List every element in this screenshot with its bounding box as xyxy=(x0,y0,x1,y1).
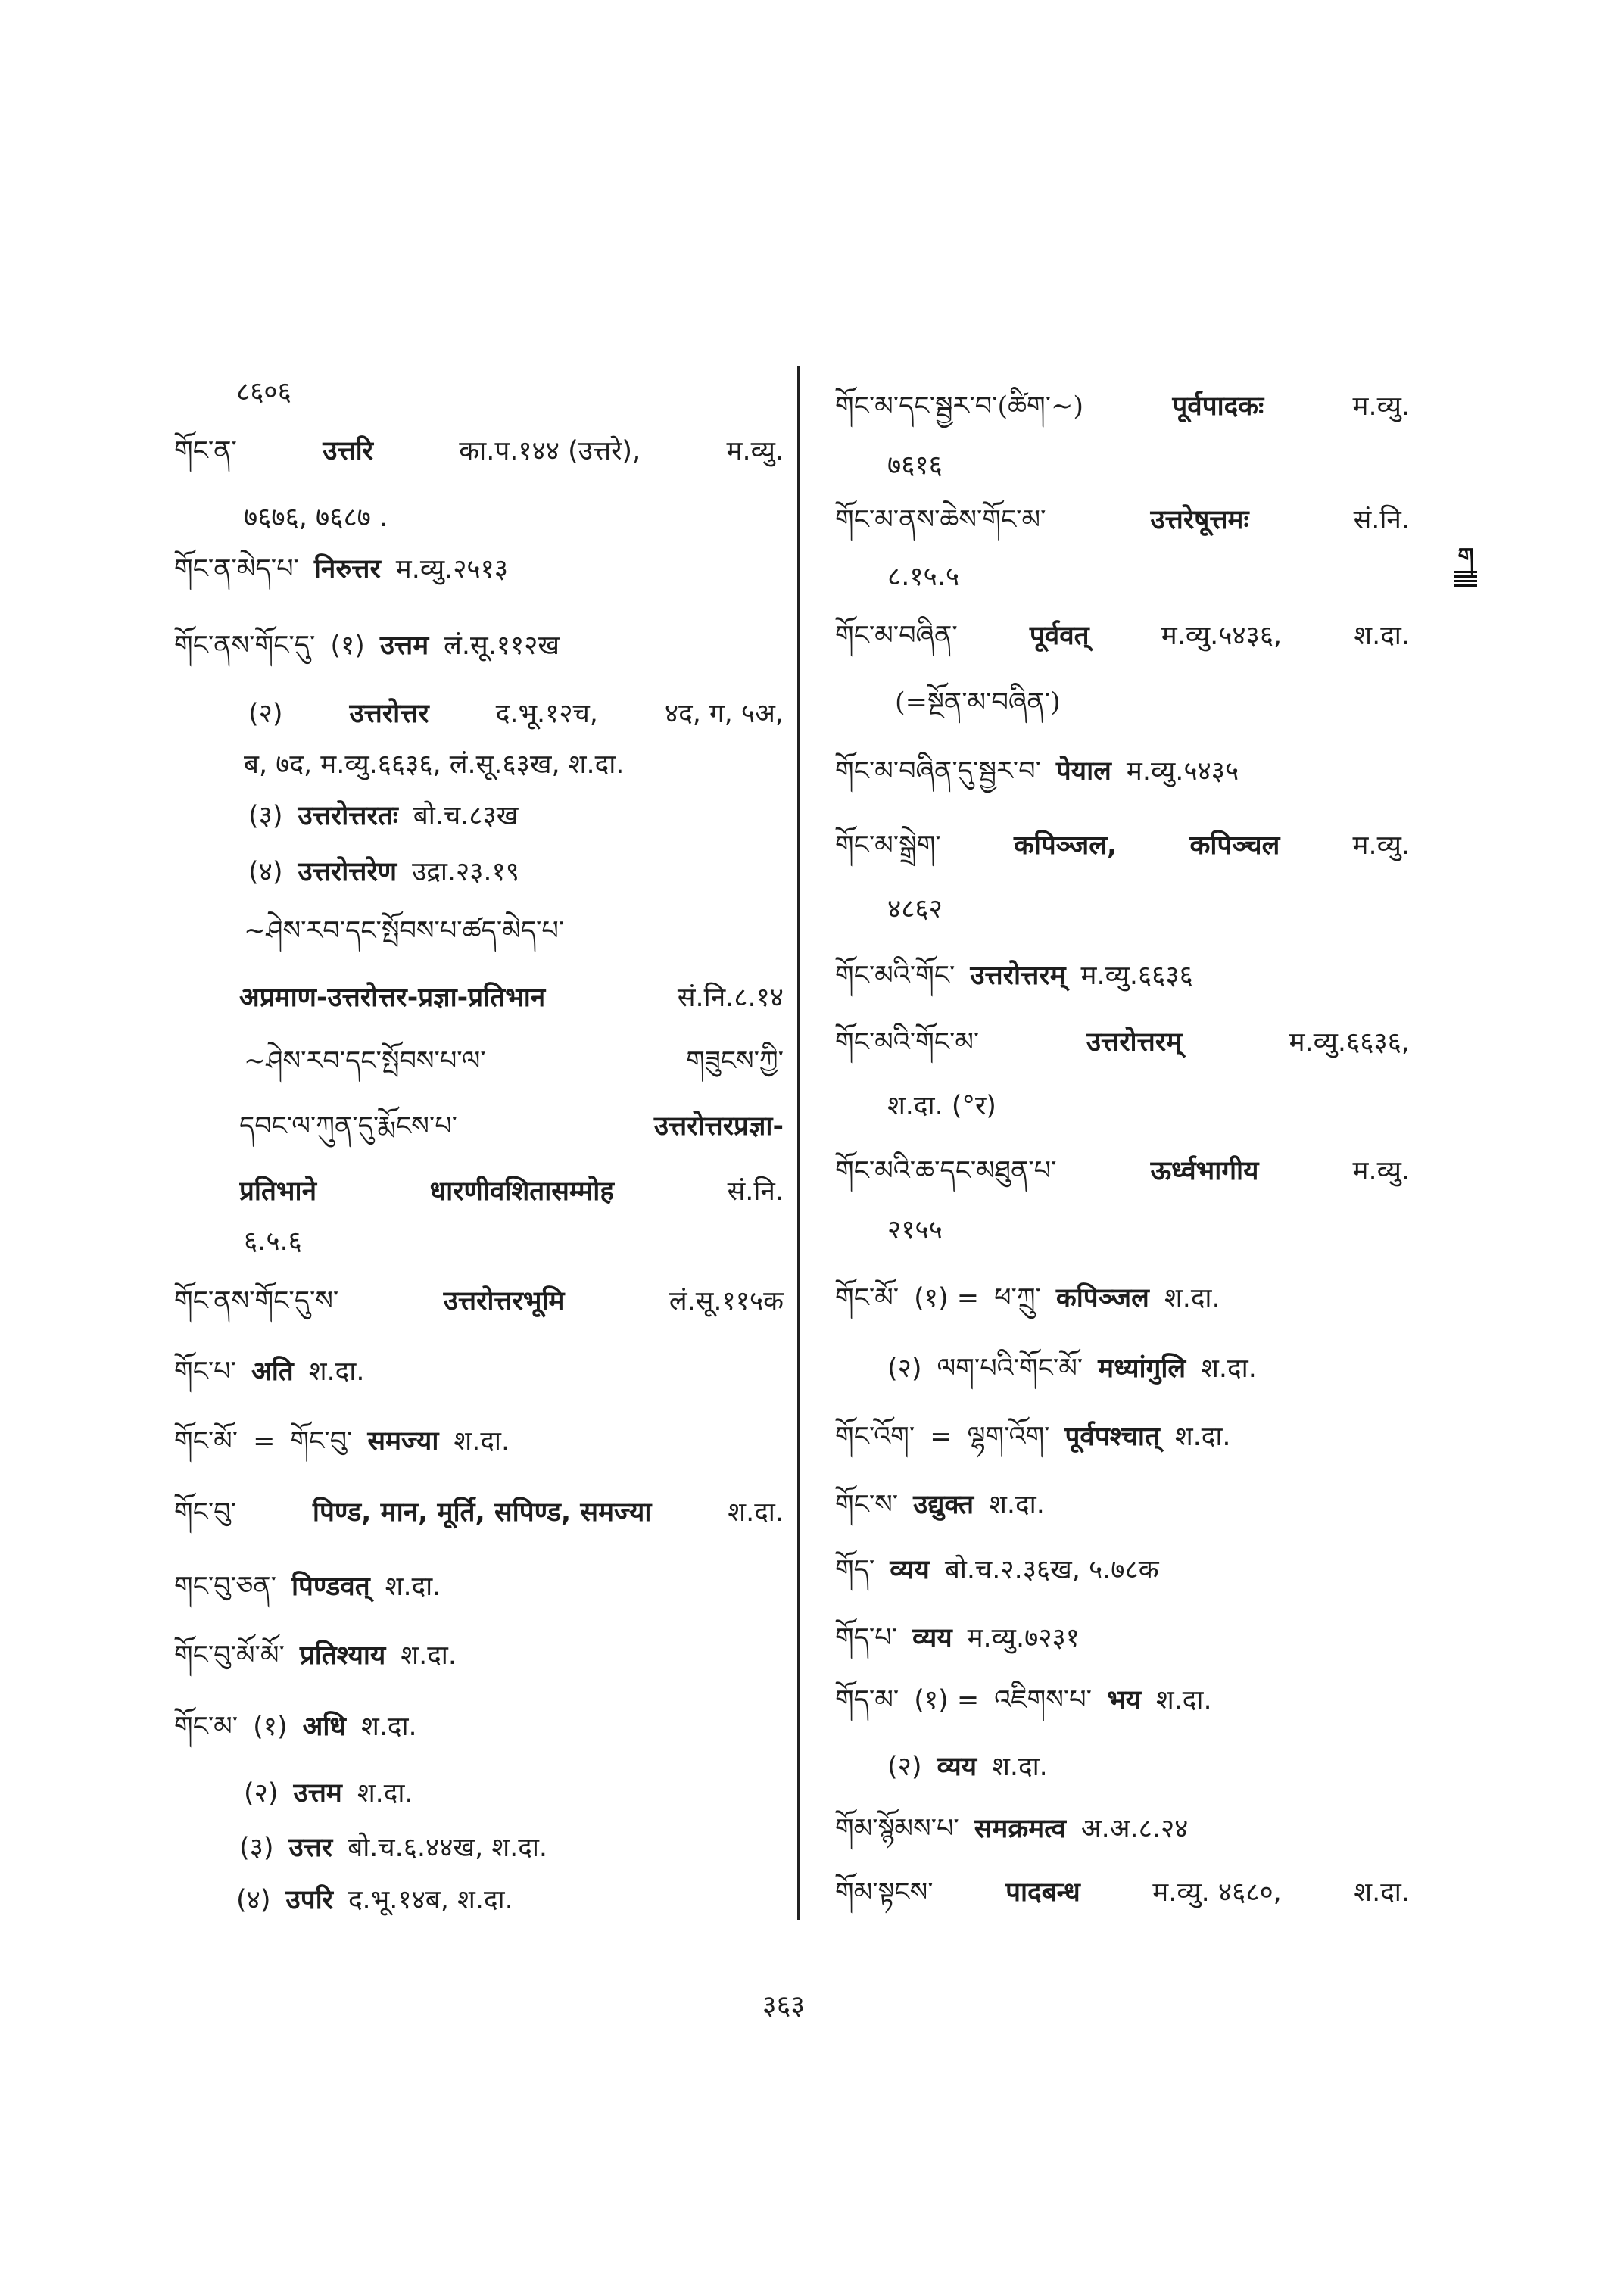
tibetan-text: གང་བུ་ཅན་ xyxy=(174,1572,276,1602)
thumb-index-marker xyxy=(1451,545,1481,595)
reference-text: उद्रा.२३.१९ xyxy=(412,857,519,887)
sanskrit-term: उत्तरोत्तरभूमि xyxy=(443,1286,565,1316)
tibetan-text: གོང་འོག་ xyxy=(835,1422,915,1452)
tibetan-text: གོང་མ་དང་སྦྱར་བ་(ཚིག་~) xyxy=(835,391,1084,422)
reference-text: (१) = xyxy=(914,1283,980,1313)
right-column-entry-line xyxy=(835,1679,1410,1721)
sanskrit-term: उत्तरोत्तरेण xyxy=(298,857,397,887)
reference-text: (२) xyxy=(887,1354,922,1384)
right-column-entry-line xyxy=(835,750,1410,793)
reference-text: ८६०६ xyxy=(236,377,291,407)
tibetan-text: གོང་མའི་ཆ་དང་མཐུན་པ་ xyxy=(835,1156,1057,1186)
sanskrit-term: पिण्डवत् xyxy=(291,1572,370,1602)
sanskrit-term: धारणीवशितासम्मोह xyxy=(429,1176,614,1207)
reference-text: सं.नि. xyxy=(727,1176,784,1207)
reference-text: श.दा. xyxy=(1354,1877,1410,1908)
reference-text: म.व्यु. ४६८०, xyxy=(1152,1877,1282,1908)
reference-text: सं.नि.८.१४ xyxy=(677,983,784,1013)
reference-text: बो.च.८३ख xyxy=(413,801,519,831)
sanskrit-term: पेयाल xyxy=(1055,756,1111,787)
tibetan-text: གོང་བུ་མོ་མོ་ xyxy=(174,1640,285,1671)
right-column-entry-line xyxy=(835,1021,1410,1064)
sanskrit-term: उत्तर xyxy=(288,1833,333,1863)
right-column-entry-line xyxy=(835,1549,1410,1591)
sanskrit-term: व्यय xyxy=(937,1752,977,1782)
reference-text: श.दा. xyxy=(1174,1422,1231,1452)
sanskrit-term: पिण्ड, मान, मूर्ति, सपिण्ड, समज्या xyxy=(312,1497,652,1528)
right-column-entry-line xyxy=(835,1808,1410,1850)
reference-text: बो.च.६.४४ख, श.दा. xyxy=(348,1833,548,1863)
tibetan-text: གོང་ས་ xyxy=(835,1490,899,1520)
sanskrit-term: उत्तम xyxy=(379,631,429,661)
tibetan-text: གོང་མ་ xyxy=(174,1712,238,1742)
tibetan-text: གཟུངས་ཀྱི་ xyxy=(686,1046,784,1076)
reference-text: श.दा. xyxy=(1155,1685,1212,1715)
reference-text: ७६१६ xyxy=(887,450,943,481)
tibetan-text: གོང་མ་བཞིན་དུ་སྦྱར་བ་ xyxy=(835,756,1041,787)
right-column-entry-line xyxy=(835,385,1410,428)
tibetan-text: གོད་ xyxy=(835,1555,875,1585)
sanskrit-term: पूर्वपादकः xyxy=(1172,391,1264,422)
sanskrit-term: प्रतिभाने xyxy=(239,1176,317,1207)
reference-text: (३) xyxy=(239,1833,274,1863)
reference-text: द.भू.१४ब, श.दा. xyxy=(348,1885,513,1915)
reference-text: श.दा. xyxy=(308,1357,365,1387)
sanskrit-term: उत्तरोत्तरम् xyxy=(970,961,1066,991)
reference-text: श.दा. xyxy=(1164,1283,1220,1313)
right-column-entry-line xyxy=(887,556,1410,598)
sanskrit-term: उत्तरि xyxy=(323,436,373,466)
tibetan-text: ~ཤེས་རབ་དང་སྤོབས་པ་ཚད་མེད་པ་ xyxy=(244,916,565,946)
reference-text: म.व्यु.५४३६, xyxy=(1161,621,1283,651)
reference-text: द.भू.१२च, xyxy=(495,699,598,729)
thumb-index-bars xyxy=(1454,571,1477,589)
tibetan-text: (=སྔོན་མ་བཞིན་) xyxy=(895,687,1061,718)
reference-text: अ.अ.८.२४ xyxy=(1080,1814,1189,1844)
right-column-entry-line xyxy=(835,955,1410,997)
sanskrit-term: समक्रमत्व xyxy=(974,1814,1066,1844)
tibetan-text: གོང་ན་ xyxy=(174,436,237,466)
reference-text: म.व्यु.६६३६ xyxy=(1080,961,1193,991)
reference-text: श.दा. (°र) xyxy=(887,1091,996,1121)
sanskrit-term: पादबन्ध xyxy=(1005,1877,1080,1908)
tibetan-text: གོང་བུ་ xyxy=(290,1426,353,1456)
tibetan-text: དབང་ལ་ཀུན་དུ་རྨོངས་པ་ xyxy=(239,1111,457,1142)
right-column-entry-line xyxy=(895,681,1410,724)
sanskrit-term: अधि xyxy=(302,1712,346,1742)
right-column-entry-line xyxy=(887,1746,1410,1788)
right-column-entry-line xyxy=(835,499,1410,541)
tibetan-text: གོང་མ་ནས་ཆེས་གོང་མ་ xyxy=(835,505,1046,535)
sanskrit-term: व्यय xyxy=(890,1555,930,1585)
right-column-entry-line xyxy=(887,1085,1410,1127)
tibetan-text: གོད་མ་ xyxy=(835,1685,899,1715)
reference-text: बो.च.२.३६ख, ५.७८क xyxy=(944,1555,1159,1585)
tibetan-text: ལག་པའི་གོང་མོ་ xyxy=(937,1354,1083,1384)
reference-text: श.दा. xyxy=(385,1572,441,1602)
sanskrit-term: कपिञ्जल, xyxy=(1013,830,1117,861)
reference-text: = xyxy=(253,1426,276,1456)
reference-text: लं.सू.११२ख xyxy=(444,631,560,661)
tibetan-text: གོང་ནས་གོང་དུ་ xyxy=(174,631,316,661)
tibetan-text: ཕ་ཀྲུ་ xyxy=(994,1283,1041,1313)
thumb-index-letter: ག xyxy=(1457,544,1474,570)
reference-text: (१) xyxy=(253,1712,288,1742)
reference-text: म.व्यु.६६३६, xyxy=(1289,1027,1410,1058)
reference-text: म.व्यु.२५१३ xyxy=(395,554,509,584)
sanskrit-term: कपिञ्जल xyxy=(1055,1283,1149,1313)
reference-text: श.दा. xyxy=(728,1497,784,1528)
reference-text: (२) xyxy=(244,1778,279,1809)
reference-text: (३) xyxy=(248,801,283,831)
sanskrit-term: भय xyxy=(1106,1685,1141,1715)
sanskrit-term: समज्या xyxy=(367,1426,439,1456)
sanskrit-term: उत्तरोत्तरतः xyxy=(298,801,398,831)
tibetan-text: ~ཤེས་རབ་དང་སྤོབས་པ་ལ་ xyxy=(244,1046,486,1076)
tibetan-text: གོང་མ་སྒྲེག་ xyxy=(835,830,941,861)
reference-text: म.व्यु.५४३५ xyxy=(1126,756,1239,787)
reference-text: श.दा. xyxy=(1201,1354,1257,1384)
tibetan-text: གོང་མོ་ xyxy=(835,1283,899,1313)
reference-text: = xyxy=(930,1422,952,1452)
sanskrit-term: पूर्वपश्चात् xyxy=(1064,1422,1160,1452)
right-column-entry-line xyxy=(887,1347,1410,1390)
right-column-entry-line xyxy=(835,1150,1410,1192)
right-column-entry-line xyxy=(835,1484,1410,1526)
right-column-entry-line xyxy=(887,444,1410,487)
reference-text: (२) xyxy=(887,1752,922,1782)
reference-text: २१५५ xyxy=(887,1215,943,1245)
tibetan-text: གོད་པ་ xyxy=(835,1623,898,1653)
reference-text: म.व्यु.७२३१ xyxy=(967,1623,1080,1653)
sanskrit-term: ऊर्ध्वभागीय xyxy=(1150,1156,1259,1186)
right-column-entry-line xyxy=(887,888,1410,930)
page-number: ३६३ xyxy=(762,1990,806,2021)
tibetan-text: ལྷག་འོག་ xyxy=(967,1422,1050,1452)
reference-text: ७६७६, ७६८७ . xyxy=(244,503,388,533)
reference-text: श.दा. xyxy=(454,1426,510,1456)
reference-text: ब, ७द, म.व्यु.६६३६, लं.सू.६३ख, श.दा. xyxy=(244,749,625,780)
reference-text: (१) = xyxy=(914,1685,980,1715)
tibetan-text: གོང་མ་བཞིན་ xyxy=(835,621,958,651)
sanskrit-term: कपिञ्चल xyxy=(1189,830,1280,861)
reference-text: ६.५.६ xyxy=(244,1226,302,1257)
sanskrit-term: उत्तरोत्तरम् xyxy=(1086,1027,1183,1058)
reference-text: म.व्यु. xyxy=(1352,391,1410,422)
reference-text: म.व्यु. xyxy=(726,436,784,466)
reference-text: श.दा. xyxy=(992,1752,1048,1782)
reference-text: श.दा. xyxy=(401,1640,457,1671)
sanskrit-term: प्रतिश्याय xyxy=(299,1640,386,1671)
tibetan-text: གོང་ན་མེད་པ་ xyxy=(174,554,299,584)
reference-text: (१) xyxy=(330,631,365,661)
reference-text: (४) xyxy=(236,1885,271,1915)
reference-text: म.व्यु. xyxy=(1352,830,1410,861)
sanskrit-term: उत्तम xyxy=(293,1778,342,1809)
sanskrit-term: व्यय xyxy=(912,1623,952,1653)
right-column-entry-line xyxy=(835,615,1410,657)
reference-text: श.दा. xyxy=(989,1490,1045,1520)
right-column-entry-line xyxy=(887,1209,1410,1251)
reference-text: श.दा. xyxy=(1354,621,1410,651)
tibetan-text: གོང་མའི་གོང་མ་ xyxy=(835,1027,980,1058)
tibetan-text: འཇིགས་པ་ xyxy=(994,1685,1092,1715)
reference-text: (२) xyxy=(248,699,283,729)
sanskrit-term: उत्तरेषूत्तमः xyxy=(1150,505,1249,535)
sanskrit-term: उपरि xyxy=(285,1885,333,1915)
tibetan-text: གོམ་སྙོམས་པ་ xyxy=(835,1814,959,1844)
tibetan-text: གོམ་སྟངས་ xyxy=(835,1877,934,1908)
tibetan-text: གོང་མོ་ xyxy=(174,1426,238,1456)
reference-text: (४) xyxy=(248,857,283,887)
tibetan-text: གོང་པ་ xyxy=(174,1357,236,1387)
sanskrit-term: उत्तरोत्तर xyxy=(349,699,429,729)
tibetan-text: གོང་བུ་ xyxy=(174,1497,236,1528)
tibetan-text: གོང་མའི་གོང་ xyxy=(835,961,955,991)
reference-text: श.दा. xyxy=(357,1778,413,1809)
reference-text: श.दा. xyxy=(360,1712,417,1742)
sanskrit-term: अप्रमाण-उत्तरोत्तर-प्रज्ञा-प्रतिभान xyxy=(239,983,546,1013)
right-column-entry-line xyxy=(835,1617,1410,1659)
reference-text: ४द, ग, ५अ, xyxy=(664,699,784,729)
sanskrit-term: उद्युक्त xyxy=(913,1490,974,1520)
tibetan-text: གོང་ནས་གོང་དུ་ས་ xyxy=(174,1286,339,1316)
reference-text: ४८६२ xyxy=(887,894,943,924)
reference-text: का.प.१४४ (उत्तरे), xyxy=(459,436,641,466)
right-column-entry-line xyxy=(835,1277,1410,1319)
sanskrit-term: अति xyxy=(251,1357,294,1387)
reference-text: म.व्यु. xyxy=(1352,1156,1410,1186)
right-column-entry-line xyxy=(835,1871,1410,1914)
reference-text: सं.नि. xyxy=(1353,505,1410,535)
right-column-entry-line xyxy=(835,1416,1410,1458)
reference-text: लं.सू.११५क xyxy=(669,1286,784,1316)
sanskrit-term: मध्यांगुलि xyxy=(1098,1354,1186,1384)
sanskrit-term: निरुत्तर xyxy=(313,554,381,584)
sanskrit-term: पूर्ववत् xyxy=(1029,621,1089,651)
reference-text: ८.१५.५ xyxy=(887,562,960,592)
sanskrit-term: उत्तरोत्तरप्रज्ञा- xyxy=(653,1111,784,1142)
right-column-entry-line xyxy=(835,824,1410,867)
